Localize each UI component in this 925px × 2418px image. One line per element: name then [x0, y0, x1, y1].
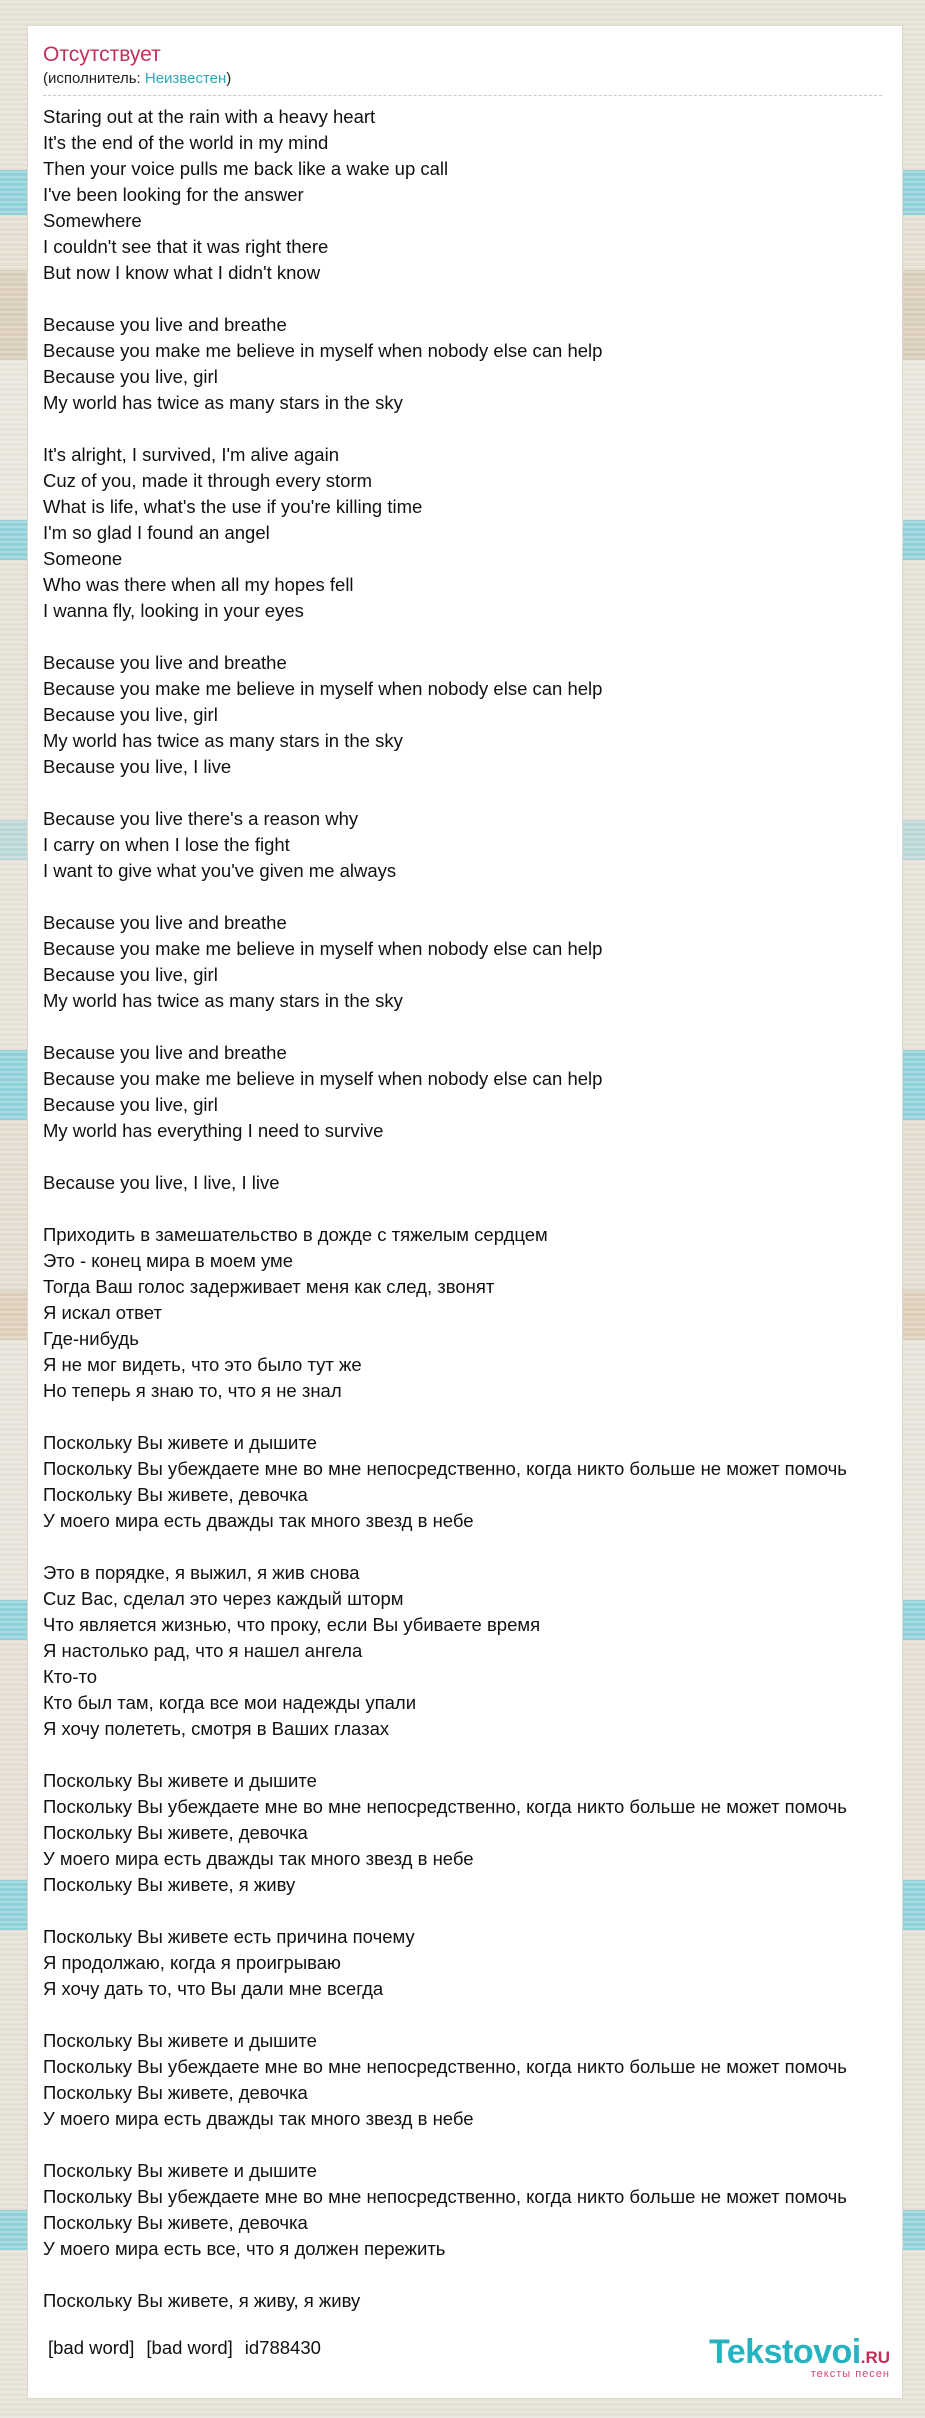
lyrics-panel: [28, 26, 902, 2398]
lyric-line: My world has twice as many stars in the sky: [43, 730, 403, 751]
lyric-line: Это в порядке, я выжил, я жив снова: [43, 1562, 360, 1583]
song-header: [28, 26, 902, 88]
lyric-line: Я не мог видеть, что это было тут же: [43, 1354, 362, 1375]
lyric-line: I want to give what you've given me always: [43, 860, 397, 881]
lyric-line: Поскольку Вы живете и дышите: [43, 1432, 317, 1453]
lyric-line: Because you live, I live: [43, 756, 232, 777]
lyric-line: Я хочу полететь, смотря в Ваших глазах: [43, 1718, 390, 1739]
lyric-line: I wanna fly, looking in your eyes: [43, 600, 304, 621]
lyric-line: Someone: [43, 548, 123, 569]
lyric-line: Я искал ответ: [43, 1302, 162, 1323]
lyric-line: Because you make me believe in myself when nobody else can help: [43, 1068, 603, 1089]
stanza-gap: [43, 286, 902, 312]
lyric-line: Поскольку Вы убеждаете мне во мне непосредственно, когда никто больше не может помочь: [43, 2186, 847, 2207]
lyric-line: Поскольку Вы живете есть причина почему: [43, 1926, 415, 1947]
lyric-line: Кто-то: [43, 1666, 98, 1687]
lyric-line: Что является жизнью, что проку, если Вы убиваете время: [43, 1614, 541, 1635]
logo-main-text: Tekstovoi: [709, 2333, 861, 2371]
lyric-line: Поскольку Вы живете и дышите: [43, 2160, 317, 2181]
lyric-line: Cuz of you, made it through every storm: [43, 470, 373, 491]
lyric-line: У моего мира есть дважды так много звезд в небе: [43, 1848, 474, 1869]
lyric-line: Приходить в замешательство в дожде с тяжелым сердцем: [43, 1224, 548, 1245]
stanza-gap: [43, 1014, 902, 1040]
lyric-line: I've been looking for the answer: [43, 184, 304, 205]
bad-word-tag: [bad word]: [146, 2337, 233, 2358]
lyric-line: Cuz Вас, сделал это через каждый шторм: [43, 1588, 404, 1609]
stanza-gap: [43, 624, 902, 650]
lyric-line: It's the end of the world in my mind: [43, 132, 329, 153]
lyric-line: Because you live, I live, I live: [43, 1172, 280, 1193]
lyric-line: My world has twice as many stars in the sky: [43, 392, 403, 413]
lyric-line: Because you live, girl: [43, 704, 218, 725]
bad-word-tag: [bad word]: [48, 2337, 135, 2358]
performer-link[interactable]: Неизвестен: [144, 70, 227, 87]
lyric-line: Then your voice pulls me back like a wake up call: [43, 158, 449, 179]
performer-prefix: (исполнитель:: [43, 70, 145, 87]
lyric-line: Поскольку Вы живете и дышите: [43, 2030, 317, 2051]
stanza-gap: [43, 1534, 902, 1560]
header-divider: [43, 95, 882, 96]
lyric-line: Тогда Ваш голос задерживает меня как след, звонят: [43, 1276, 495, 1297]
stanza-gap: [43, 1196, 902, 1222]
lyric-line: I carry on when I lose the fight: [43, 834, 290, 855]
lyric-line: У моего мира есть все, что я должен пережить: [43, 2238, 446, 2259]
lyric-line: I couldn't see that it was right there: [43, 236, 329, 257]
lyric-line: Поскольку Вы живете, девочка: [43, 1822, 308, 1843]
lyric-line: Поскольку Вы живете и дышите: [43, 1770, 317, 1791]
lyric-line: Because you live, girl: [43, 1094, 218, 1115]
lyric-line: But now I know what I didn't know: [43, 262, 321, 283]
song-id: id788430: [244, 2337, 321, 2358]
lyric-line: Поскольку Вы живете, девочка: [43, 2212, 308, 2233]
lyric-line: Поскольку Вы живете, девочка: [43, 2082, 308, 2103]
lyric-line: Because you live and breathe: [43, 912, 287, 933]
lyric-line: Поскольку Вы живете, я живу, я живу: [43, 2290, 361, 2311]
lyric-line: Staring out at the rain with a heavy heart: [43, 106, 376, 127]
lyric-line: Поскольку Вы живете, я живу: [43, 1874, 296, 1895]
lyric-line: Это - конец мира в моем уме: [43, 1250, 294, 1271]
lyric-line: Because you make me believe in myself when nobody else can help: [43, 340, 603, 361]
stanza-gap: [43, 884, 902, 910]
lyric-line: Because you make me believe in myself when nobody else can help: [43, 678, 603, 699]
stanza-gap: [43, 1404, 902, 1430]
lyric-line: Я хочу дать то, что Вы дали мне всегда: [43, 1978, 384, 1999]
lyric-line: Где-нибудь: [43, 1328, 139, 1349]
song-title: Отсутствует: [43, 43, 161, 66]
lyric-line: Я настолько рад, что я нашел ангела: [43, 1640, 363, 1661]
lyric-line: Because you live, girl: [43, 964, 218, 985]
stanza-gap: [43, 2262, 902, 2288]
performer-suffix: ): [226, 70, 232, 87]
lyric-line: What is life, what's the use if you're killing time: [43, 496, 423, 517]
stanza-gap: [43, 780, 902, 806]
lyric-line: Кто был там, когда все мои надежды упали: [43, 1692, 417, 1713]
lyric-line: Но теперь я знаю то, что я не знал: [43, 1380, 342, 1401]
lyric-line: Поскольку Вы убеждаете мне во мне непосредственно, когда никто больше не может помочь: [43, 1796, 847, 1817]
stanza-gap: [43, 1898, 902, 1924]
lyric-line: Поскольку Вы живете, девочка: [43, 1484, 308, 1505]
lyric-line: Because you live and breathe: [43, 314, 287, 335]
lyrics-text: [43, 104, 902, 2314]
stanza-gap: [43, 416, 902, 442]
lyric-line: My world has everything I need to survive: [43, 1120, 384, 1141]
lyric-line: У моего мира есть дважды так много звезд в небе: [43, 1510, 474, 1531]
lyric-line: Who was there when all my hopes fell: [43, 574, 354, 595]
lyric-line: Because you live and breathe: [43, 1042, 287, 1063]
stanza-gap: [43, 2132, 902, 2158]
lyric-line: I'm so glad I found an angel: [43, 522, 270, 543]
lyric-line: Because you make me believe in myself when nobody else can help: [43, 938, 603, 959]
performer-line: [43, 70, 902, 88]
lyric-line: Поскольку Вы убеждаете мне во мне непосредственно, когда никто больше не может помочь: [43, 1458, 847, 1479]
lyric-line: У моего мира есть дважды так много звезд в небе: [43, 2108, 474, 2129]
stanza-gap: [43, 1144, 902, 1170]
site-logo[interactable]: [709, 2335, 890, 2380]
lyric-line: My world has twice as many stars in the sky: [43, 990, 403, 1011]
lyric-line: It's alright, I survived, I'm alive again: [43, 444, 339, 465]
lyric-line: Because you live there's a reason why: [43, 808, 359, 829]
stanza-gap: [43, 2002, 902, 2028]
logo-subtitle: тексты песен: [810, 2368, 890, 2380]
logo-tld: .RU: [860, 2348, 890, 2367]
stanza-gap: [43, 1742, 902, 1768]
lyric-line: Because you live, girl: [43, 366, 218, 387]
lyric-line: Я продолжаю, когда я проигрываю: [43, 1952, 341, 1973]
lyric-line: Because you live and breathe: [43, 652, 287, 673]
lyric-line: Somewhere: [43, 210, 142, 231]
lyric-line: Поскольку Вы убеждаете мне во мне непосредственно, когда никто больше не может помочь: [43, 2056, 847, 2077]
